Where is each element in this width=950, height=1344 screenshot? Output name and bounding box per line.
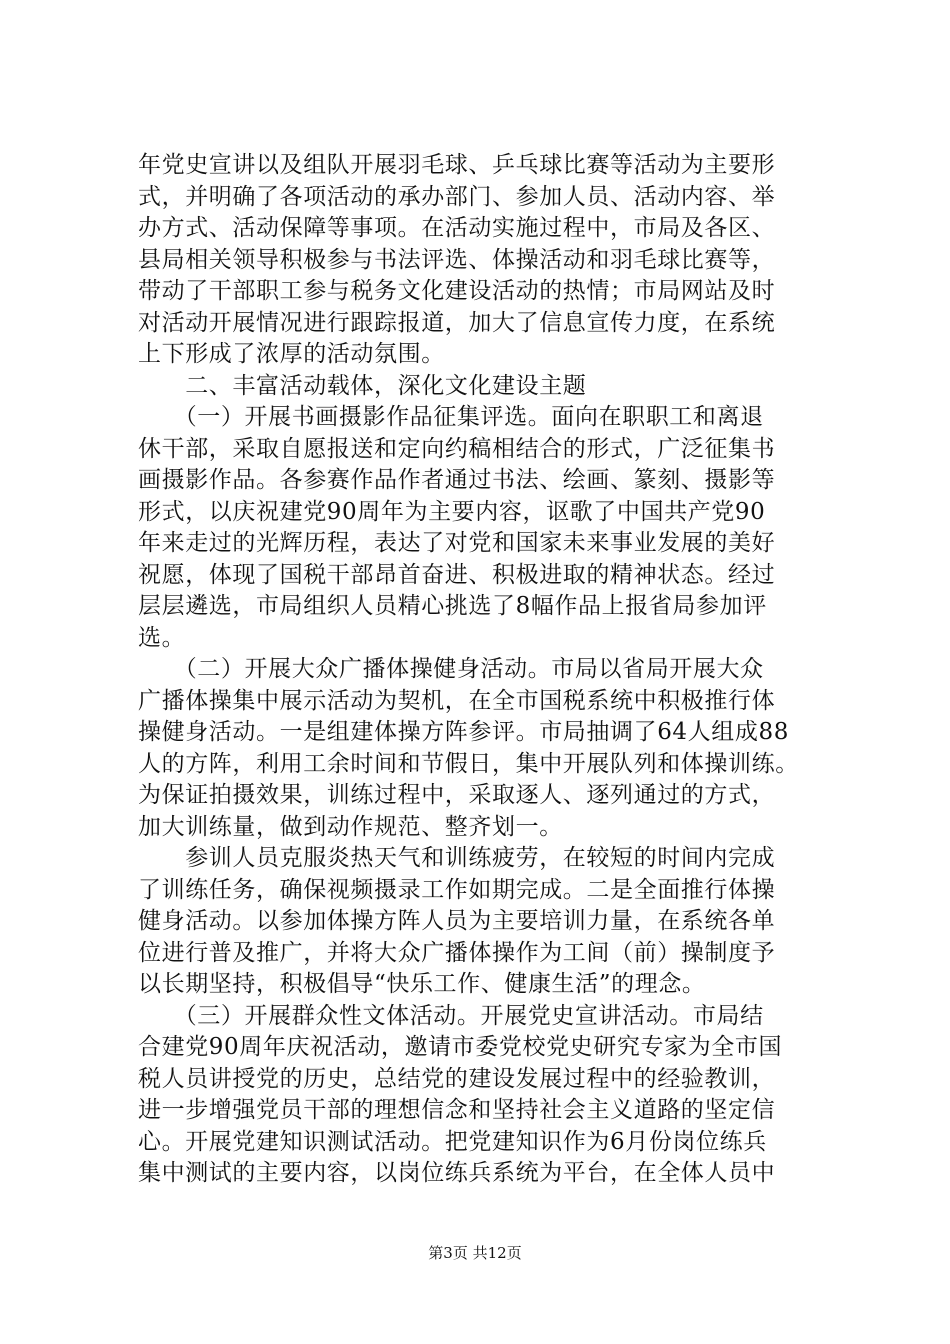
text-line: 选。 <box>138 624 186 651</box>
text-line: 画摄影作品。各参赛作品作者通过书法、绘画、篆刻、摄影等 <box>138 467 776 493</box>
page-footer: 第3页 共12页 <box>428 1244 522 1262</box>
text-line: 式，并明确了各项活动的承办部门、参加人员、活动内容、举 <box>138 183 776 210</box>
text-line: 办方式、活动保障等事项。在活动实施过程中，市局及各区、 <box>138 215 776 241</box>
text-line: 带动了干部职工参与税务文化建设活动的热情；市局网站及时 <box>138 278 776 304</box>
text-line: （一）开展书画摄影作品征集评选。面向在职职工和离退 <box>138 404 764 430</box>
section-heading: 二、丰富活动载体，深化文化建设主题 <box>138 372 587 399</box>
text-line: 以长期坚持，积极倡导“快乐工作、健康生活”的理念。 <box>138 971 706 997</box>
text-line: 健身活动。以参加体操方阵人员为主要培训力量，在系统各单 <box>138 908 776 934</box>
text-line: 对活动开展情况进行跟踪报道，加大了信息宣传力度，在系统 <box>138 309 776 336</box>
text-line: 集中测试的主要内容，以岗位练兵系统为平台，在全体人员中 <box>138 1160 776 1186</box>
text-line: 人的方阵，利用工余时间和节假日，集中开展队列和体操训练。 <box>138 750 799 777</box>
text-line: 县局相关领导积极参与书法评选、体操活动和羽毛球比赛等， <box>138 246 776 273</box>
text-line: 加大训练量，做到动作规范、整齐划一。 <box>138 813 563 840</box>
text-line: 位进行普及推广，并将大众广播体操作为工间（前）操制度予 <box>138 939 776 966</box>
text-line: 上下形成了浓厚的活动氛围。 <box>138 341 445 367</box>
text-line: 祝愿，体现了国税干部昂首奋进、积极进取的精神状态。经过 <box>138 561 776 588</box>
text-line: 税人员讲授党的历史，总结党的建设发展过程中的经验教训， <box>138 1065 776 1092</box>
text-line: 年党史宣讲以及组队开展羽毛球、乒乓球比赛等活动为主要形 <box>138 152 776 178</box>
text-line: 参训人员克服炎热天气和训练疲劳，在较短的时间内完成 <box>138 845 776 871</box>
text-line: 广播体操集中展示活动为契机，在全市国税系统中积极推行体 <box>138 687 776 714</box>
text-line: （三）开展群众性文体活动。开展党史宣讲活动。市局结 <box>138 1002 764 1029</box>
text-line: 心。开展党建知识测试活动。把党建知识作为6月份岗位练兵 <box>138 1128 767 1155</box>
text-line: 进一步增强党员干部的理想信念和坚持社会主义道路的坚定信 <box>138 1097 776 1123</box>
document-body <box>138 150 838 1190</box>
text-line: 形式，以庆祝建党90周年为主要内容，讴歌了中国共产党90 <box>138 498 766 525</box>
text-line: （二）开展大众广播体操健身活动。市局以省局开展大众 <box>138 656 764 682</box>
text-line: 了训练任务，确保视频摄录工作如期完成。二是全面推行体操 <box>138 876 776 903</box>
text-line: 休干部，采取自愿报送和定向约稿相结合的形式，广泛征集书 <box>138 435 776 462</box>
text-line: 年来走过的光辉历程，表达了对党和国家未来事业发展的美好 <box>138 530 776 556</box>
text-line: 层层遴选，市局组织人员精心挑选了8幅作品上报省局参加评 <box>138 593 767 619</box>
text-line: 为保证拍摄效果，训练过程中，采取逐人、逐列通过的方式， <box>138 782 776 808</box>
text-line: 操健身活动。一是组建体操方阵参评。市局抽调了64人组成88 <box>138 719 789 745</box>
text-line: 合建党90周年庆祝活动，邀请市委党校党史研究专家为全市国 <box>138 1034 783 1060</box>
